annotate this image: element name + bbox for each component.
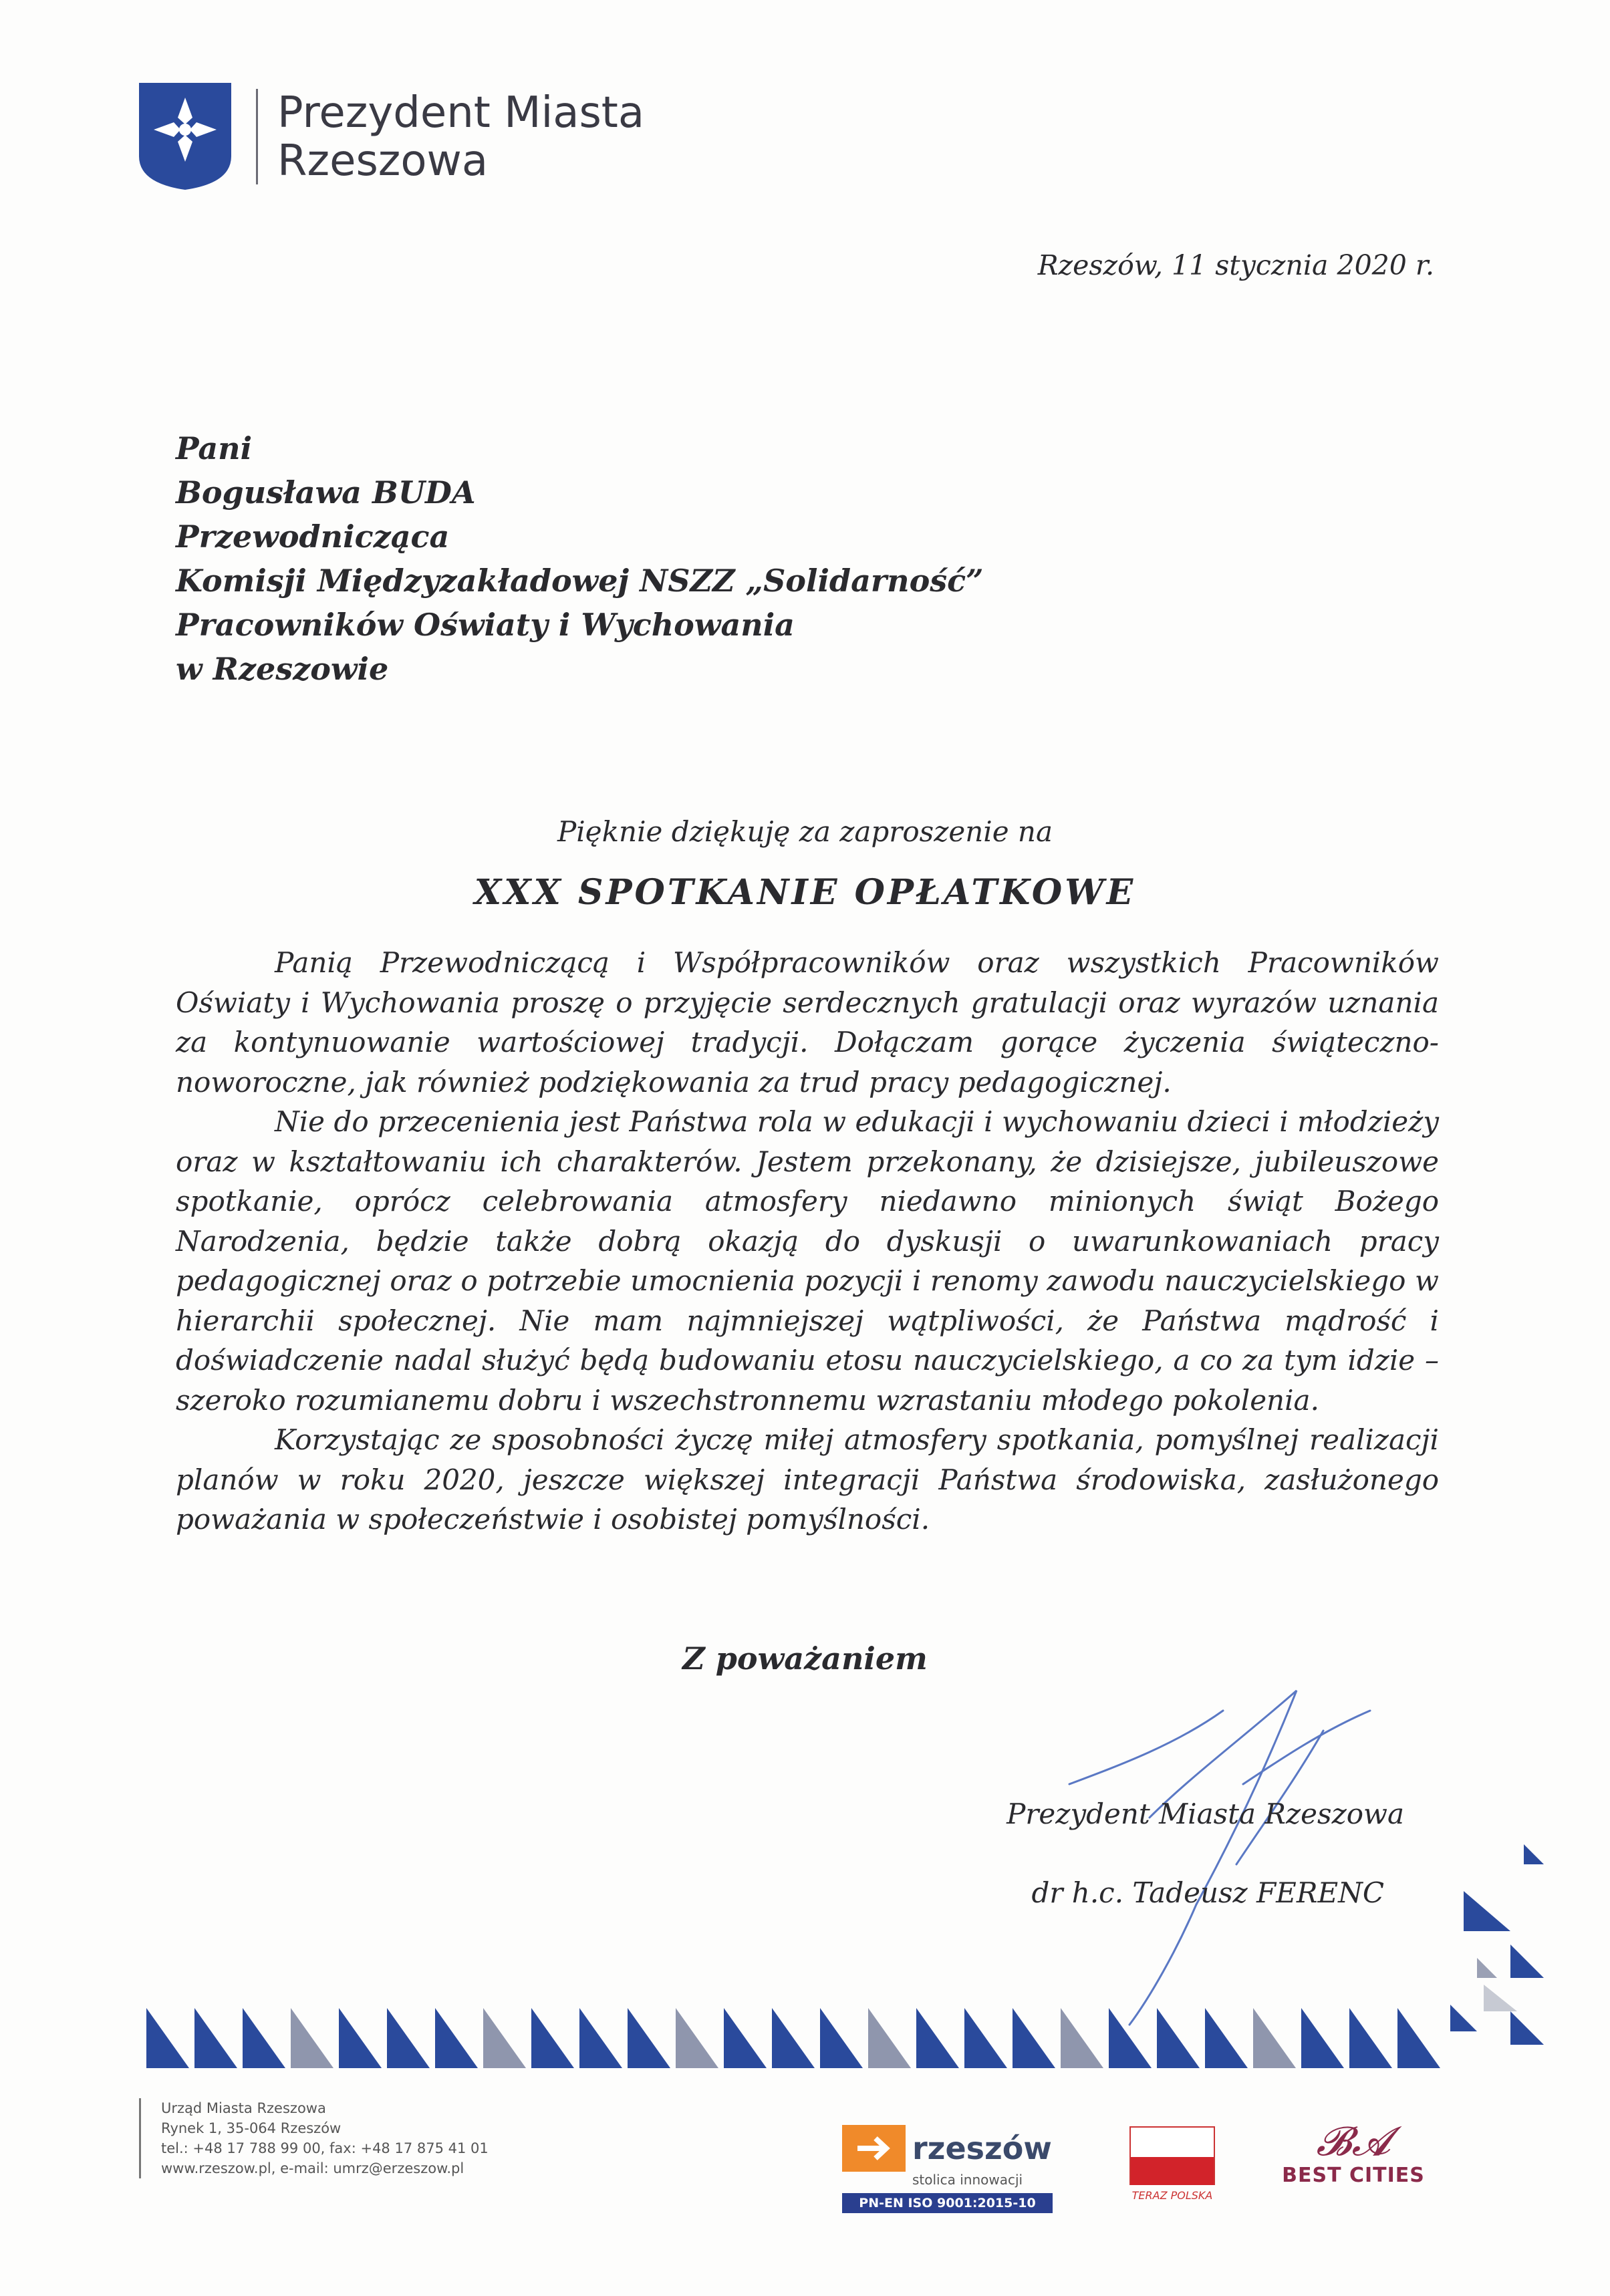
best-cities-monogram-icon: 𝓑𝓐	[1316, 2118, 1391, 2165]
letter-subject: XXX SPOTKANIE OPŁATKOWE	[474, 872, 1136, 913]
band-triangle	[1205, 2008, 1248, 2068]
rzeszow-arrow-icon	[842, 2125, 906, 2172]
band-triangle	[628, 2008, 670, 2068]
footer-line: Urząd Miasta Rzeszowa	[161, 2100, 326, 2116]
band-triangle	[1301, 2008, 1344, 2068]
header-org-line2: Rzeszowa	[277, 136, 489, 186]
rzeszow-logo-name: rzeszów	[912, 2130, 1052, 2166]
band-triangle	[1349, 2008, 1392, 2068]
decorative-triangle-band	[144, 2008, 1474, 2068]
band-triangle	[1397, 2008, 1440, 2068]
band-triangle	[1013, 2008, 1055, 2068]
addressee-line: Pracowników Oświaty i Wychowania	[176, 607, 795, 643]
band-triangle	[676, 2008, 718, 2068]
band-triangle	[964, 2008, 1007, 2068]
band-triangle	[483, 2008, 526, 2068]
signatory-name: dr h.c. Tadeusz FERENC	[1031, 1876, 1384, 1909]
iso-badge: PN-EN ISO 9001:2015-10	[842, 2193, 1053, 2213]
closing-salutation: Z poważaniem	[682, 1640, 928, 1677]
band-triangle	[1253, 2008, 1296, 2068]
body-paragraph: Panią Przewodniczącą i Współpracowników oraz wszystkich Pracowników Oświaty i Wychowania proszę o przyjęcie serdecznych gratulacji oraz wyrazów uznania za kontynuowanie wartościowej tradycji. Dołączam gorące życzenia świąteczno-noworoczne, jak również podziękowania za trud pracy pedagogicznej.	[176, 946, 1439, 1099]
band-triangle	[194, 2008, 237, 2068]
band-triangle	[339, 2008, 382, 2068]
footer-address	[139, 2098, 489, 2178]
band-triangle	[1157, 2008, 1200, 2068]
body-paragraph: Nie do przecenienia jest Państwa rola w edukacji i wychowaniu dzieci i młodzieży oraz w kształtowaniu ich charakterów. Jestem przekonany, że dzisiejsze, jubileuszowe spotkanie, oprócz celebrowania atmosfery niedawno minionych świąt Bożego Narodzenia, będzie także dobrą okazją do dyskusji o uwarunkowaniach pracy pedagogicznej oraz o potrzebie umocnienia pozycji i renomy zawodu nauczycielskiego w hierarchii społecznej. Nie mam najmniejszej wątpliwości, że Państwa mądrość i doświadczenie nadal służyć będą budowaniu etosu nauczycielskiego, a co za tym idzie – szeroko rozumianemu dobru i wszechstronnemu wzrastaniu młodego pokolenia.	[176, 1105, 1439, 1417]
addressee-line: Bogusława BUDA	[176, 474, 476, 511]
rzeszow-logo-tagline: stolica innowacji	[912, 2172, 1023, 2188]
band-triangle	[868, 2008, 911, 2068]
polish-flag-icon	[1129, 2126, 1215, 2185]
header-org-line1: Prezydent Miasta	[277, 88, 645, 138]
footer-line: www.rzeszow.pl, e-mail: umrz@erzeszow.pl	[161, 2160, 464, 2176]
band-triangle	[243, 2008, 285, 2068]
teraz-polska-logo	[1129, 2126, 1215, 2202]
addressee-line: w Rzeszowie	[176, 651, 389, 687]
addressee-line: Pani	[176, 430, 253, 466]
header-divider	[256, 89, 258, 184]
teraz-polska-caption: TERAZ POLSKA	[1131, 2189, 1213, 2202]
letter-date: Rzeszów, 11 stycznia 2020 r.	[1037, 249, 1434, 281]
intro-line: Pięknie dziękuję za zaproszenie na	[557, 815, 1053, 848]
signatory-title: Prezydent Miasta Rzeszowa	[1007, 1798, 1404, 1830]
best-cities-label: BEST CITIES	[1282, 2164, 1425, 2187]
addressee-block	[176, 426, 984, 691]
addressee-line: Komisji Międzyzakładowej NSZZ „Solidarność”	[176, 563, 984, 599]
footer-line: tel.: +48 17 788 99 00, fax: +48 17 875 41 01	[161, 2140, 489, 2156]
band-triangle	[146, 2008, 189, 2068]
band-triangle	[531, 2008, 574, 2068]
band-triangle	[820, 2008, 863, 2068]
band-triangle	[1061, 2008, 1103, 2068]
letter-body	[176, 943, 1439, 1540]
body-paragraph: Korzystając ze sposobności życzę miłej atmosfery spotkania, pomyślnej realizacji planów w roku 2020, jeszcze większej integracji Państwa środowiska, zasłużonego poważania w społeczeństwie i osobistej pomyślności.	[176, 1423, 1439, 1536]
band-triangle	[291, 2008, 333, 2068]
band-triangle	[579, 2008, 622, 2068]
band-triangle	[1109, 2008, 1152, 2068]
footer-line: Rynek 1, 35-064 Rzeszów	[161, 2120, 342, 2136]
best-cities-logo	[1270, 2120, 1437, 2187]
band-triangle	[916, 2008, 959, 2068]
band-triangle	[772, 2008, 815, 2068]
addressee-line: Przewodnicząca	[176, 519, 450, 555]
band-triangle	[435, 2008, 478, 2068]
rzeszow-logo	[842, 2125, 1053, 2213]
band-triangle	[387, 2008, 430, 2068]
handwritten-signature-icon	[1043, 1684, 1417, 2031]
band-triangle	[724, 2008, 767, 2068]
header-org-name	[277, 89, 644, 185]
rzeszow-crest-icon	[139, 83, 231, 190]
